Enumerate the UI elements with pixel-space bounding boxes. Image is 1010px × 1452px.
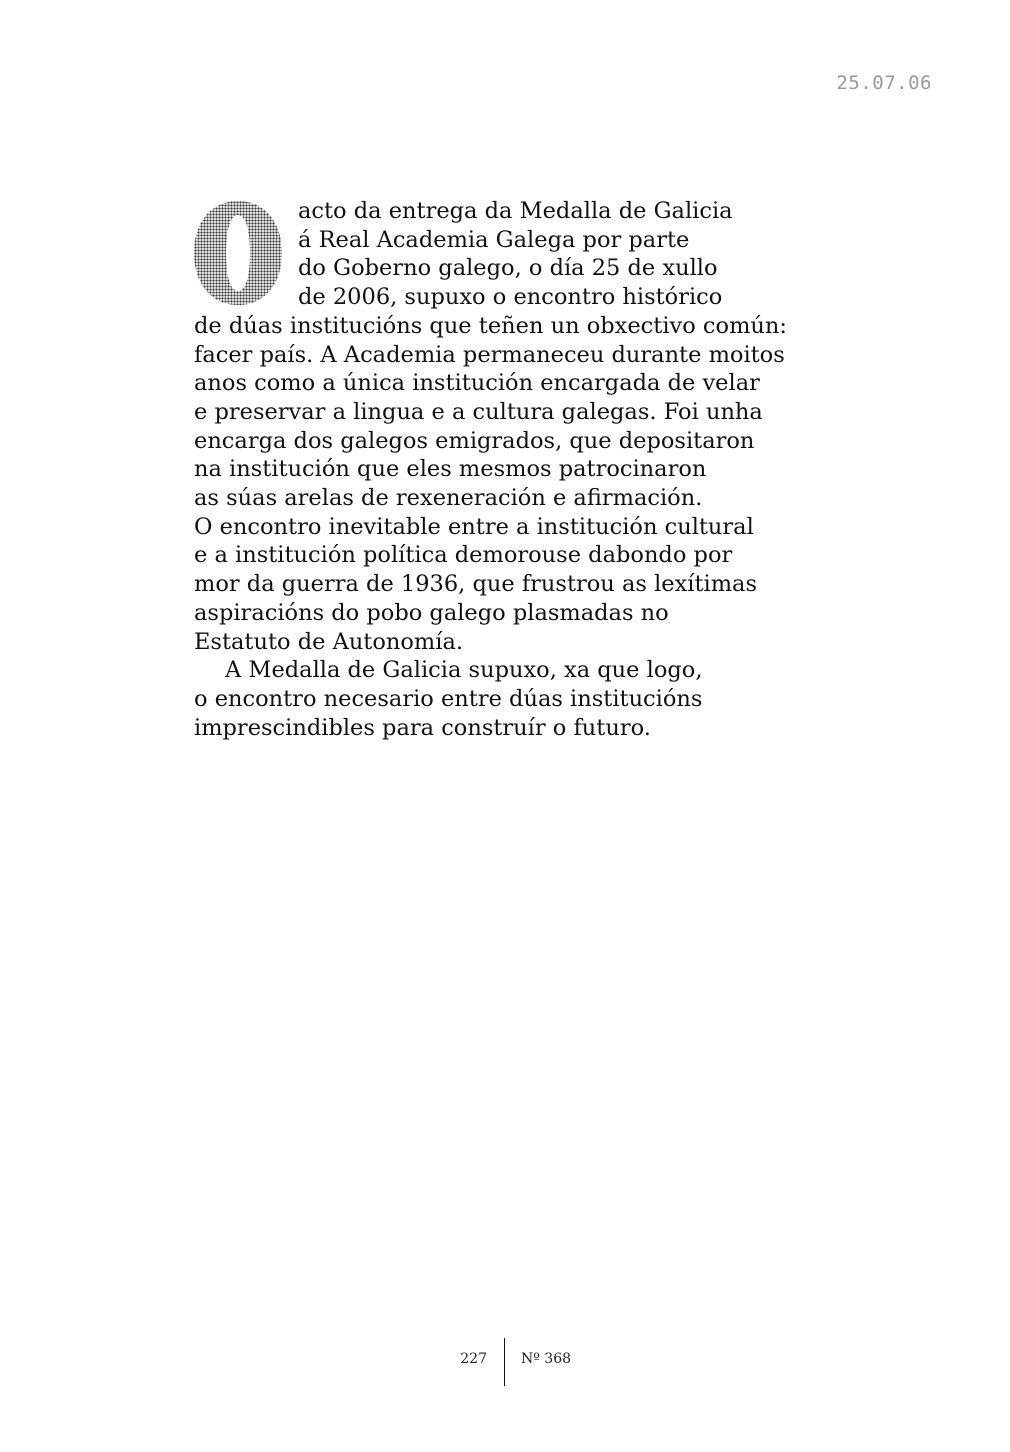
drop-cap-lines: [298, 197, 854, 312]
text-line: mor da guerra de 1936, que frustrou as lexítimas: [194, 571, 757, 598]
text-line: as súas arelas de rexeneración e afirmación.: [194, 485, 703, 512]
article-body: [194, 197, 854, 742]
text-line: O encontro inevitable entre a institución cultural: [194, 513, 754, 540]
text-line: aspiracións do pobo galego plasmadas no: [194, 599, 669, 626]
text-line: acto da entrega da Medalla de Galicia: [298, 198, 733, 224]
text-line: do Goberno galego, o día 25 de xullo: [298, 255, 718, 282]
text-line: na institución que eles mesmos patrocinaron: [194, 456, 707, 483]
date-header: 25.07.06: [836, 72, 932, 94]
issue-number: Nº 368: [521, 1351, 572, 1367]
text-line: de dúas institucións que teñen un obxectivo común:: [194, 312, 787, 339]
text-line: imprescindibles para construír o futuro.: [194, 714, 651, 741]
opening-paragraph: [194, 197, 854, 312]
text-line: á Real Academia Galega por parte: [298, 226, 690, 253]
text-line: Estatuto de Autonomía.: [194, 628, 464, 655]
text-line: de 2006, supuxo o encontro histórico: [298, 284, 723, 311]
drop-cap-o: [194, 201, 282, 305]
text-line: e preservar a lingua e a cultura galegas. Foi unha: [194, 398, 763, 425]
page-number: 227: [460, 1351, 487, 1367]
text-line: facer país. A Academia permaneceu durante moitos: [194, 341, 785, 368]
text-line: encarga dos galegos emigrados, que depositaron: [194, 427, 755, 454]
text-line: e a institución política demorouse dabondo por: [194, 542, 733, 569]
text-line: o encontro necesario entre dúas institucións: [194, 685, 703, 712]
second-paragraph-start: A Medalla de Galicia supuxo, xa que logo,: [225, 657, 703, 684]
footer-divider: [504, 1338, 505, 1386]
text-line: anos como a única institución encargada de velar: [194, 370, 760, 397]
